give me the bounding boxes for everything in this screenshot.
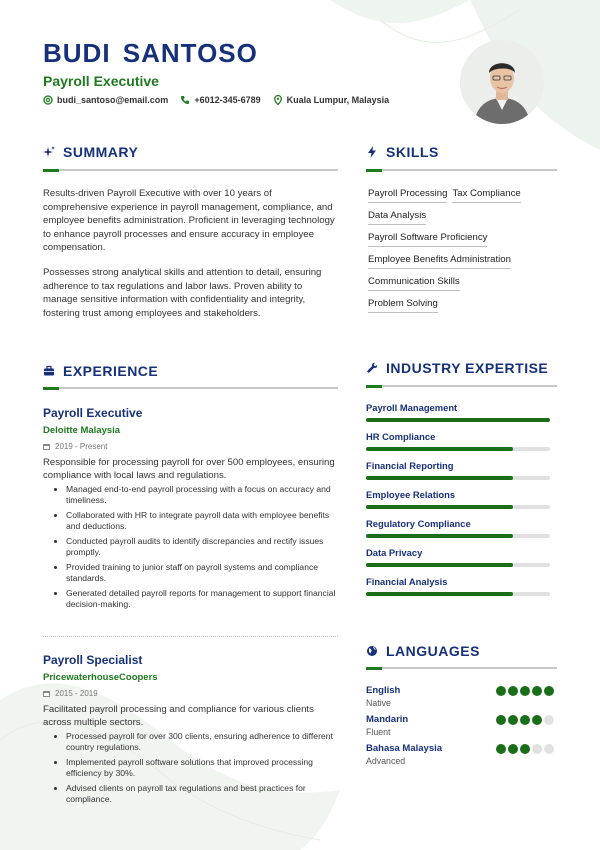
job-bullets — [43, 731, 338, 805]
job-bullet: • Provided training to junior staff on payroll systems and compliance standards. — [66, 562, 338, 584]
language-name: Mandarin — [366, 714, 409, 725]
rating-dot-filled — [496, 744, 506, 754]
experience-divider — [43, 387, 338, 389]
language-level: Native — [366, 698, 391, 708]
expertise-bar-fill — [366, 476, 513, 480]
lightning-icon — [366, 146, 378, 158]
rating-dot-filled — [532, 715, 542, 725]
job-separator — [43, 636, 338, 637]
expertise-item — [366, 576, 552, 596]
job-description: Responsible for processing payroll for over 500 employees, ensuring compliance with local laws and regulations. — [43, 457, 335, 481]
job-bullet: • Advised clients on payroll tax regulations and best practices for compliance. — [66, 783, 338, 805]
briefcase-icon — [43, 365, 55, 377]
experience-heading: EXPERIENCE — [43, 363, 158, 379]
language-rating — [496, 744, 554, 754]
calendar-icon — [43, 690, 50, 697]
expertise-bar-fill — [366, 563, 513, 567]
location-text: Kuala Lumpur, Malaysia — [286, 95, 390, 105]
expertise-bar-fill — [366, 447, 513, 451]
expertise-bar — [366, 563, 550, 567]
expertise-bar-fill — [366, 534, 513, 538]
skill-tag: Employee Benefits Administration — [368, 254, 511, 269]
languages-list — [366, 685, 556, 772]
skill-tag: Payroll Processing — [368, 188, 447, 203]
language-name: English — [366, 685, 401, 696]
rating-dot-filled — [496, 715, 506, 725]
contact-info — [43, 95, 389, 105]
location-pin-icon — [273, 95, 283, 105]
expertise-label: Data Privacy — [366, 547, 423, 558]
wrench-icon — [366, 362, 378, 374]
expertise-label: HR Compliance — [366, 431, 436, 442]
expertise-bar-fill — [366, 592, 513, 596]
expertise-label: Payroll Management — [366, 402, 458, 413]
email-text: budi_santoso@email.com — [57, 95, 169, 105]
calendar-icon — [43, 443, 50, 450]
expertise-item — [366, 518, 552, 538]
job-bullet: • Processed payroll for over 300 clients, ensuring adherence to different country regulations. — [66, 731, 338, 753]
rating-dot-filled — [520, 715, 530, 725]
expertise-label: Financial Reporting — [366, 460, 454, 471]
job-bullets — [43, 484, 338, 610]
expertise-bar-fill — [366, 418, 550, 422]
expertise-item — [366, 547, 552, 567]
phone-icon — [180, 95, 190, 105]
at-icon — [43, 95, 53, 105]
expertise-bar-fill — [366, 505, 513, 509]
expertise-label: Employee Relations — [366, 489, 456, 500]
summary-heading: SUMMARY — [43, 144, 138, 160]
job-role: Payroll Specialist — [43, 653, 143, 667]
rating-dot-empty — [532, 744, 542, 754]
job-bullet: • Generated detailed payroll reports for management to support financial decision-making. — [66, 588, 338, 610]
expertise-bar — [366, 476, 550, 480]
language-name: Bahasa Malaysia — [366, 743, 443, 754]
language-level: Fluent — [366, 727, 391, 737]
rating-dot-filled — [520, 686, 530, 696]
languages-divider — [366, 667, 557, 669]
location-contact — [273, 95, 390, 105]
sparkle-icon — [43, 146, 55, 158]
expertise-item — [366, 489, 552, 509]
candidate-name: BUDI SANTOSO — [43, 38, 258, 68]
job-bullet: • Collaborated with HR to integrate payroll data with employee benefits and deductions. — [66, 510, 338, 532]
expertise-label: Financial Analysis — [366, 576, 448, 587]
job-bullet: • Conducted payroll audits to identify discrepancies and rectify issues promptly. — [66, 536, 338, 558]
globe-icon — [366, 645, 378, 657]
rating-dot-filled — [496, 686, 506, 696]
candidate-title: Payroll Executive — [43, 73, 159, 89]
summary-paragraph-2: Possesses strong analytical skills and attention to detail, ensuring adherence to tax regulations and labor laws. Proven ability to manage sensitive information with confidentiality and integrity, fostering trust among employees and stakeholders. — [43, 267, 322, 319]
rating-dot-filled — [508, 744, 518, 754]
skills-list — [368, 188, 558, 320]
expertise-bar — [366, 534, 550, 538]
skill-tag: Problem Solving — [368, 298, 438, 313]
summary-divider — [43, 169, 338, 171]
industry-expertise-list — [366, 402, 552, 605]
language-rating — [496, 715, 554, 725]
job-company: PricewaterhouseCoopers — [43, 672, 158, 683]
rating-dot-filled — [508, 715, 518, 725]
skill-tag: Communication Skills — [368, 276, 460, 291]
expertise-bar — [366, 447, 550, 451]
job-bullet: • Implemented payroll software solutions that improved processing efficiency by 30%. — [66, 757, 338, 779]
rating-dot-filled — [520, 744, 530, 754]
profile-photo — [460, 40, 544, 124]
language-item — [366, 743, 556, 767]
job-dates: 2015 - 2019 — [43, 689, 338, 698]
language-level: Advanced — [366, 756, 406, 766]
skill-tag: Tax Compliance — [452, 188, 520, 203]
industry-expertise-divider — [366, 385, 557, 387]
rating-dot-filled — [508, 686, 518, 696]
rating-dot-empty — [544, 744, 554, 754]
expertise-item — [366, 402, 552, 422]
expertise-item — [366, 460, 552, 480]
rating-dot-filled — [544, 686, 554, 696]
summary-paragraph-1: Results-driven Payroll Executive with over 10 years of comprehensive experience in payroll management, compliance, and employee benefits administration. Proficient in leveraging technology to enhance payroll processes and ensure accuracy in employee compensation. — [43, 188, 335, 254]
experience-entry — [43, 406, 338, 614]
expertise-bar — [366, 592, 550, 596]
rating-dot-filled — [532, 686, 542, 696]
email-contact[interactable] — [43, 95, 168, 105]
expertise-bar — [366, 505, 550, 509]
skill-tag: Payroll Software Proficiency — [368, 232, 487, 247]
skills-heading: SKILLS — [366, 144, 439, 160]
language-rating — [496, 686, 554, 696]
job-description: Facilitated payroll processing and compliance for various clients across multiple sectors. — [43, 704, 314, 728]
skill-tag: Data Analysis — [368, 210, 426, 225]
rating-dot-empty — [544, 715, 554, 725]
industry-expertise-heading: INDUSTRY EXPERTISE — [366, 360, 548, 376]
language-item — [366, 714, 556, 738]
language-item — [366, 685, 556, 709]
phone-contact[interactable] — [180, 95, 260, 105]
expertise-label: Regulatory Compliance — [366, 518, 471, 529]
job-bullet: • Managed end-to-end payroll processing with a focus on accuracy and timeliness. — [66, 484, 338, 506]
experience-entry — [43, 653, 338, 809]
job-dates: 2019 - Present — [43, 442, 338, 451]
expertise-bar — [366, 418, 550, 422]
languages-heading: LANGUAGES — [366, 643, 480, 659]
phone-text: +6012-345-6789 — [194, 95, 261, 105]
skills-divider — [366, 169, 557, 171]
job-company: Deloitte Malaysia — [43, 425, 121, 436]
expertise-item — [366, 431, 552, 451]
job-role: Payroll Executive — [43, 406, 143, 420]
